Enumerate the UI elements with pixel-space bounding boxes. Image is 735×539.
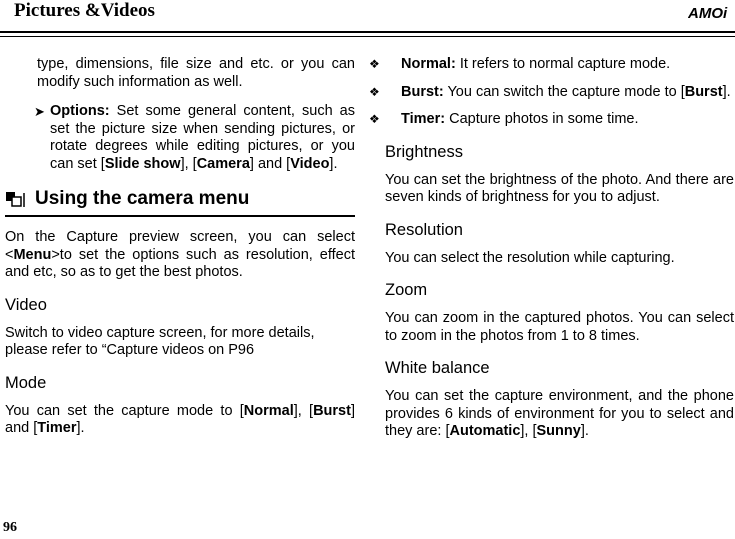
amoi-logo-icon xyxy=(688,3,732,21)
section-heading xyxy=(5,187,355,211)
options-label: Options: xyxy=(50,103,110,119)
menu-term: Menu xyxy=(13,246,52,263)
burst-bullet-text xyxy=(369,83,734,102)
brightness-text: You can set the brightness of the photo. And there are seven kinds of brightness for you to adjust. xyxy=(385,171,734,205)
options-text-b: ], [ xyxy=(180,155,197,172)
options-text-a: Set some general content, such as set the picture size when sending pictures, or rotate degrees while editing pictures, or you can set [ xyxy=(50,103,355,172)
options-text-d: ]. xyxy=(329,155,338,172)
normal-term: Normal xyxy=(243,402,294,419)
video-term: Video xyxy=(290,155,330,172)
options-bullet xyxy=(5,103,355,173)
timer-text: Capture photos in some time. xyxy=(445,111,639,127)
preview-text-a: On the Capture preview screen, you can select < xyxy=(5,229,355,263)
timer-label: Timer: xyxy=(401,111,446,127)
page-header-title: Pictures &Videos xyxy=(14,0,155,21)
left-column xyxy=(5,56,355,438)
video-heading: Video xyxy=(5,295,47,314)
white-balance-paragraph xyxy=(385,388,734,441)
normal-text: It refers to normal capture mode. xyxy=(455,56,671,72)
mode-paragraph xyxy=(5,403,355,438)
options-text xyxy=(50,103,355,173)
resolution-text: You can select the resolution while capturing. xyxy=(385,249,675,266)
section-heading-rule xyxy=(5,215,355,217)
header-rule-thick xyxy=(0,31,735,33)
diamond-bullet-icon: ❖ xyxy=(369,84,380,99)
burst-term: Burst xyxy=(313,402,351,419)
burst-label: Burst: xyxy=(401,83,444,100)
timer-bullet-text xyxy=(369,111,734,129)
preview-text-b: >to set the options such as resolution, effect and etc, so as to get the best photos. xyxy=(5,246,355,280)
options-text-c: ] and [ xyxy=(249,155,291,172)
right-column xyxy=(369,56,734,441)
mode-text-a: You can set the capture mode to [ xyxy=(5,402,244,419)
burst-text-a: You can switch the capture mode to [ xyxy=(443,83,685,100)
white-text-a: You can set the capture environment, and the phone provides 6 kinds of environment for you to select and they are: [ xyxy=(385,388,734,439)
brightness-heading: Brightness xyxy=(385,142,463,161)
mode-heading: Mode xyxy=(5,373,47,392)
amoi-logo xyxy=(688,3,732,26)
diamond-bullet-icon: ❖ xyxy=(369,57,380,71)
mode-text-c: ] and [ xyxy=(5,402,355,436)
normal-bullet xyxy=(369,56,734,74)
logo-text: AMOi xyxy=(688,5,728,21)
mode-text-b: ], [ xyxy=(293,402,314,419)
burst-bullet xyxy=(369,83,734,102)
normal-bullet-text xyxy=(369,56,734,74)
zoom-heading: Zoom xyxy=(385,281,428,299)
camera-term: Camera xyxy=(196,155,250,172)
mode-text-d: ]. xyxy=(76,420,85,436)
automatic-term: Automatic xyxy=(449,423,521,439)
slide-show-term: Slide show xyxy=(104,155,181,172)
section-heading-icon xyxy=(5,190,27,215)
timer-bullet xyxy=(369,111,734,129)
resolution-heading: Resolution xyxy=(385,220,463,239)
preview-paragraph xyxy=(5,229,355,282)
diamond-bullet-icon: ❖ xyxy=(369,112,380,126)
white-balance-heading: White balance xyxy=(385,359,490,377)
header-rule-thin xyxy=(0,36,735,37)
sunny-term: Sunny xyxy=(536,423,581,439)
normal-label: Normal: xyxy=(401,56,456,72)
arrow-bullet-icon: ➤ xyxy=(34,104,45,119)
video-text: Switch to video capture screen, for more details, please refer to “Capture videos on P96 xyxy=(5,324,315,358)
burst-text-b: ]. xyxy=(722,83,731,100)
timer-term: Timer xyxy=(37,420,77,436)
page-number: 96 xyxy=(3,520,17,535)
white-text-b: ], [ xyxy=(520,423,537,439)
burst-term-right: Burst xyxy=(684,83,723,100)
white-text-c: ]. xyxy=(580,423,589,439)
zoom-text: You can zoom in the captured photos. You can select to zoom in the photos from 1 to 8 times. xyxy=(385,310,734,344)
intro-paragraph: type, dimensions, file size and etc. or you can modify such information as well. xyxy=(37,56,355,90)
section-heading-text: Using the camera menu xyxy=(35,188,250,209)
